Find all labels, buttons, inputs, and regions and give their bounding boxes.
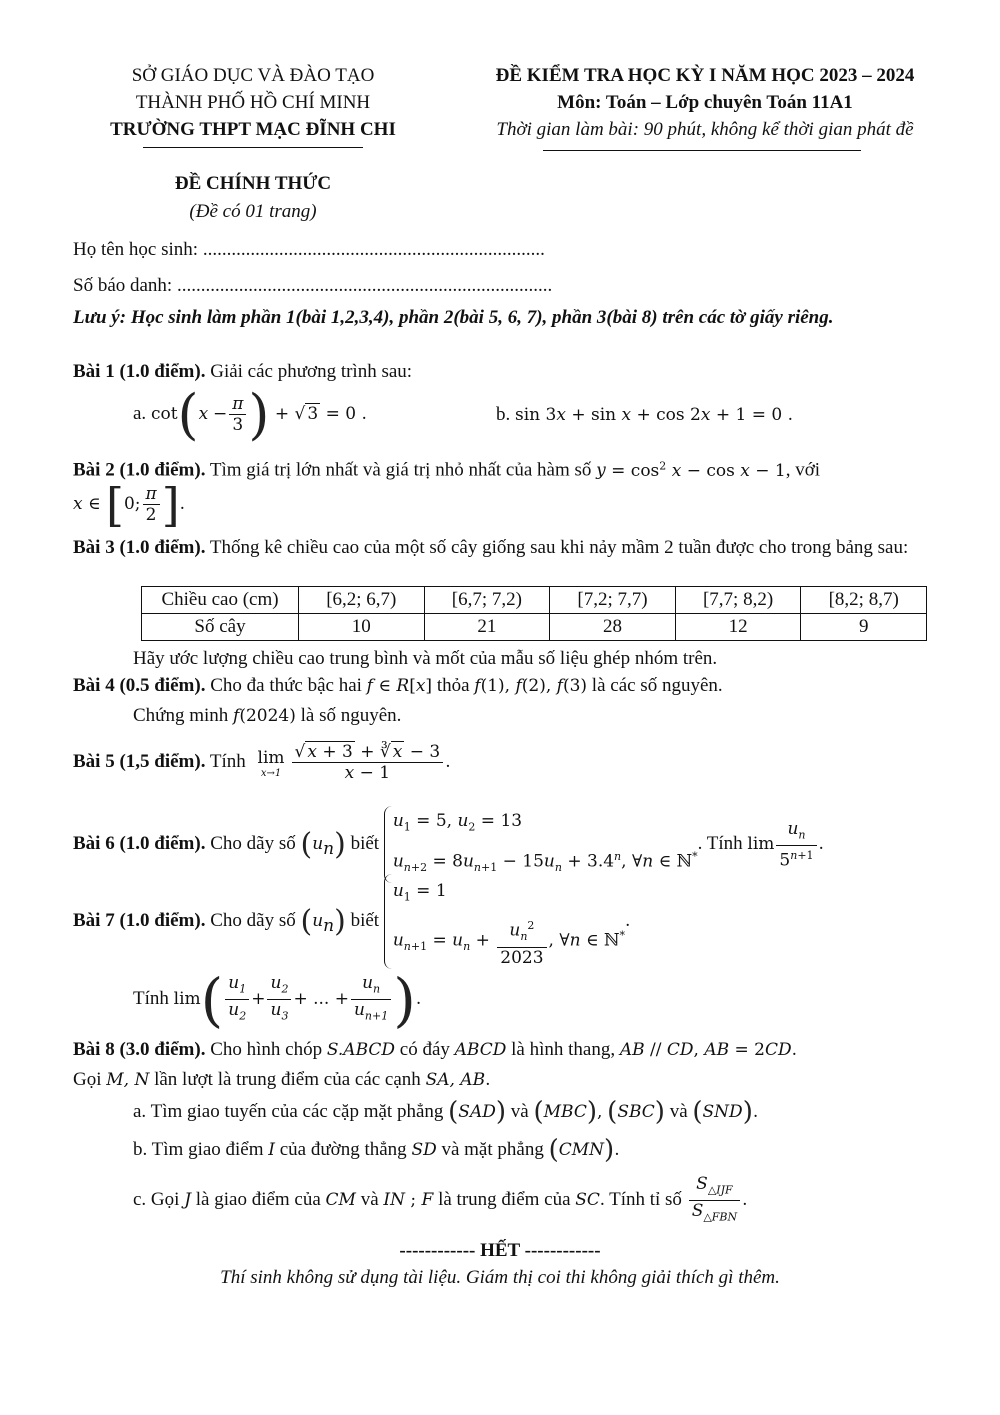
problem-3: [73, 534, 927, 561]
student-id-field: Số báo danh: ...............................................................................: [73, 275, 553, 296]
problem-2-title: Bài 2 (1.0 điểm).: [73, 459, 206, 481]
problem-8c-text3: là trung điểm của: [438, 1189, 571, 1210]
instruction-note: Lưu ý: Học sinh làm phần 1(bài 1,2,3,4), phần 2(bài 5, 6, 7), phần 3(bài 8) trên các tờ giấy riêng.: [73, 307, 834, 328]
problem-2: Bài 2 (1.0 điểm). Tìm giá trị lớn nhất và giá trị nhỏ nhất của hàm số $y = \cos^2 x - \cos x - 1$, với: [73, 459, 821, 481]
problem-8b-text2: của đường thẳng: [279, 1139, 407, 1160]
problem-2-text: Tìm giá trị lớn nhất và giá trị nhỏ nhất của hàm số: [205, 459, 592, 481]
problem-8-title: Bài 8 (3.0 điểm).: [73, 1039, 206, 1060]
header-left: [73, 62, 433, 143]
table-cell: [6,2; 6,7): [299, 587, 425, 614]
problem-1b-label: b.: [496, 404, 515, 425]
problem-8-line2b: lần lượt là trung điểm của các cạnh: [154, 1069, 421, 1090]
problem-8a-and2: và: [669, 1101, 688, 1122]
problem-8c-text4: . Tính tỉ số: [599, 1189, 682, 1210]
table-row: [142, 587, 927, 614]
problem-1: [73, 358, 927, 385]
school-name: TRƯỜNG THPT MẠC ĐĨNH CHI: [110, 119, 396, 140]
problem-8b-text3: và mặt phẳng: [441, 1139, 544, 1160]
table-cell: 21: [424, 614, 550, 641]
height-table: [141, 586, 927, 641]
problem-8-text2: có đáy: [399, 1039, 450, 1060]
problem-8b: b. Tìm giao điểm I của đường thẳng SD và mặt phẳng (CMN).: [133, 1135, 620, 1166]
official-label: ĐỀ CHÍNH THỨC: [174, 173, 332, 194]
problem-1-text: Giải các phương trình sau:: [205, 361, 413, 382]
table-cell: [7,7; 8,2): [675, 587, 801, 614]
table-cell: [8,2; 8,7): [801, 587, 927, 614]
problem-3-text: Thống kê chiều cao của một số cây giống sau khi nảy mầm 2 tuần được cho trong bảng sau:: [205, 537, 909, 558]
footer-note: Thí sinh không sử dụng tài liệu. Giám thị coi thi không giải thích gì thêm.: [220, 1267, 780, 1288]
problem-3-title: Bài 3 (1.0 điểm).: [73, 537, 206, 558]
problem-5-text: Tính: [205, 751, 246, 772]
problem-8a-and1: và: [510, 1101, 529, 1122]
table-cell: 28: [550, 614, 676, 641]
problem-6-system: $u_1 = 5$, $u_2 = 13$ $u_{n+2} = 8u_{n+1} - 15u_n + 3.4^n$, ∀n ∈ ℕ*: [384, 806, 698, 883]
problem-6-text3: . Tính: [697, 833, 743, 855]
problem-8c-text2: là giao điểm của: [195, 1189, 321, 1210]
problem-8a-text: a. Tìm giao tuyến của các cặp mặt phẳng: [133, 1101, 444, 1122]
problem-7-line2-text: Tính: [133, 988, 169, 1009]
problem-6-text2: biết: [350, 833, 380, 855]
problem-4-line2a: Chứng minh: [133, 705, 229, 726]
problem-8c-and: và: [360, 1189, 379, 1210]
table-cell: [6,7; 7,2): [424, 587, 550, 614]
department-name: SỞ GIÁO DỤC VÀ ĐÀO TẠO: [131, 65, 375, 86]
subject-line: Môn: Toán – Lớp chuyên Toán 11A1: [557, 92, 853, 113]
city-name: THÀNH PHỐ HỒ CHÍ MINH: [135, 92, 371, 113]
time-line: Thời gian làm bài: 90 phút, không kể thời gian phát đề: [496, 119, 914, 140]
problem-1b: b. sin 3x + sin x + cos 2x + 1 = 0 .: [496, 404, 794, 425]
problem-7-text1: Cho dãy số: [205, 910, 296, 932]
problem-4-line2b: là số nguyên.: [300, 705, 402, 726]
header-right: [470, 62, 940, 143]
problem-2-domain: x ∈ [0; $\frac{\pi}{2}$ ].: [73, 477, 186, 532]
problem-5: Bài 5 (1,5 điểm). Tính lim x→1 $\frac{√ x + 3 + ∛ x - 3}{x - 1}$ .: [73, 742, 451, 784]
problem-6: Bài 6 (1.0 điểm). Cho dãy số $(u_n)$ biết $u_1 = 5$, $u_2 = 13$ $u_{n+2} = 8u_{n+1} - 15u_n + 3.4^n$, ∀n ∈ ℕ* . Tính lim $\frac{u_n}{5^{n+1}}$ .: [73, 806, 824, 883]
table-header-count: Số cây: [142, 614, 299, 641]
problem-8-line2: Gọi M, N lần lượt là trung điểm của các cạnh SA, AB.: [73, 1069, 491, 1090]
table-cell: [7,2; 7,7): [550, 587, 676, 614]
problem-8-text1: Cho hình chóp: [205, 1039, 323, 1060]
problem-4: Bài 4 (0.5 điểm). Cho đa thức bậc hai f ∈ R[x] thỏa f(1), f(2), f(3) là các số nguyên.: [73, 675, 723, 696]
problem-4-text2: thỏa: [436, 675, 470, 696]
problem-6-text1: Cho dãy số: [205, 833, 296, 855]
table-cell: 10: [299, 614, 425, 641]
problem-7-text2: biết: [350, 910, 380, 932]
problem-1a: a. cot(x − $\frac{\pi}{3}$ ) + √ 3 = 0 .: [133, 382, 367, 446]
problem-8c: c. Gọi J là giao điểm của CM và IN ; F là trung điểm của SC. Tính tỉ số $\frac{S_{\triangle IJF}}{S_{\triangle FBN}}$ .: [133, 1173, 748, 1224]
table-header-height: Chiều cao (cm): [142, 587, 299, 614]
problem-7-title: Bài 7 (1.0 điểm).: [73, 910, 206, 932]
problem-8-text3: là hình thang,: [511, 1039, 616, 1060]
problem-7-line2: Tính lim( $\frac{u_1}{u_2}$ + $\frac{u_2}{u_3}$ + ... + $\frac{u_n}{u_{n+1}}$ ).: [133, 965, 422, 1034]
problem-6-title: Bài 6 (1.0 điểm).: [73, 833, 206, 855]
end-marker: ------------ HẾT ------------: [399, 1240, 601, 1261]
problem-8: Bài 8 (3.0 điểm). Cho hình chóp S.ABCD có đáy ABCD là hình thang, AB // CD, AB = 2CD.: [73, 1039, 798, 1060]
problem-1-title: Bài 1 (1.0 điểm).: [73, 361, 206, 382]
table-cell: 12: [675, 614, 801, 641]
table-row: [142, 614, 927, 641]
problem-8a: a. Tìm giao tuyến của các cặp mặt phẳng (SAD) và (MBC), (SBC) và (SND).: [133, 1097, 759, 1128]
problem-3-question: Hãy ước lượng chiều cao trung bình và mốt của mẫu số liệu ghép nhóm trên.: [133, 648, 718, 669]
problem-5-title: Bài 5 (1,5 điểm).: [73, 751, 206, 772]
problem-7: Bài 7 (1.0 điểm). Cho dãy số $(u_n)$ biết $u_1 = 1$ $u_{n+1} = u_n$ + $\frac{u_n^2}{2023}$ , ∀n ∈ ℕ* .: [73, 874, 630, 969]
school-underline: [143, 147, 363, 148]
problem-2-with: , với: [785, 459, 821, 481]
table-cell: 9: [801, 614, 927, 641]
problem-4-text3: là các số nguyên.: [591, 675, 723, 696]
problem-7-system: $u_1 = 1$ $u_{n+1} = u_n$ + $\frac{u_n^2}{2023}$ , ∀n ∈ ℕ*: [384, 874, 625, 969]
problem-1a-label: a.: [133, 403, 151, 424]
problem-4-line2: Chứng minh f(2024) là số nguyên.: [133, 705, 402, 726]
pages-note: (Đề có 01 trang): [189, 201, 317, 222]
problem-4-text1: Cho đa thức bậc hai: [205, 675, 362, 696]
exam-title: ĐỀ KIỂM TRA HỌC KỲ I NĂM HỌC 2023 – 2024: [495, 65, 915, 86]
problem-8c-text1: c. Gọi: [133, 1189, 180, 1210]
time-underline: [543, 150, 861, 151]
problem-8b-text1: b. Tìm giao điểm: [133, 1139, 264, 1160]
student-name-field: Họ tên học sinh: ........................................................................: [73, 239, 545, 260]
problem-8-line2a: Gọi: [73, 1069, 102, 1090]
problem-4-title: Bài 4 (0.5 điểm).: [73, 675, 206, 696]
